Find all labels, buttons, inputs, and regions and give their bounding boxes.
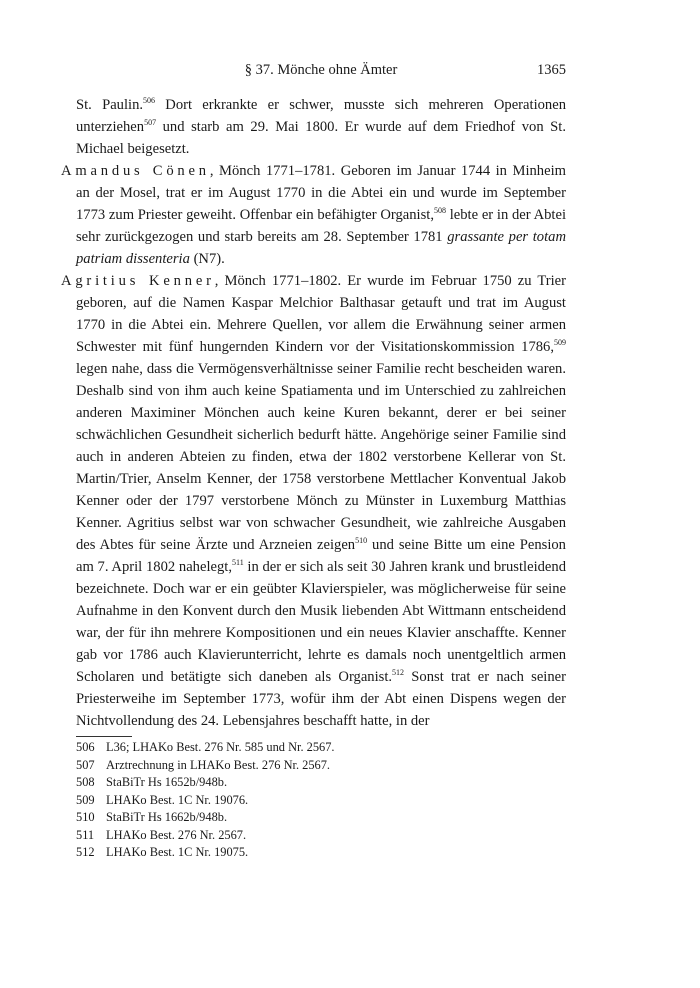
footnote-text: StaBiTr Hs 1652b/948b. bbox=[106, 775, 228, 789]
footnote bbox=[76, 809, 566, 827]
footnote-divider bbox=[76, 736, 132, 737]
footnote bbox=[76, 844, 566, 862]
text-run: und seine Bitte um eine Pension am 7. April 1802 nahelegt, bbox=[76, 537, 566, 575]
footnote-text: L36; LHAKo Best. 276 Nr. 585 und Nr. 2567. bbox=[106, 740, 335, 754]
footnote-text: StaBiTr Hs 1662b/948b. bbox=[106, 810, 228, 824]
footnote-number: 512 bbox=[76, 845, 95, 859]
text-run: (N7). bbox=[189, 251, 225, 267]
text-run: in der er sich als seit 30 Jahren krank und brustleidend bezeichnete. Doch war er ein geübter Klavierspieler, was möglicherweise für seine Aufnahme in den Konvent durch den Musik liebenden Abt Wittmann entscheidend war, der für ihn mehrere Kompositionen und ein neues Klavier anschaffte. Kenner gab vor 1786 auch Klavierunterricht, lehrte es damals noch unentgeltlich armen Scholaren und betätigte sich daneben als Organist. bbox=[76, 559, 566, 685]
footnote-text: LHAKo Best. 276 Nr. 2567. bbox=[106, 827, 247, 842]
text-run: St. Paulin. bbox=[76, 97, 144, 113]
footnote-ref: 506 bbox=[143, 96, 156, 106]
footnote-ref: 507 bbox=[144, 118, 157, 128]
paragraph-continuation bbox=[61, 94, 566, 160]
page-number: 1365 bbox=[537, 62, 566, 78]
text-run: Sonst trat er nach seiner Priesterweihe im September 1773, wofür ihm der Abt einen Dispens wegen der Nichtvollendung des 24. Lebensjahres beschafft hatte, in der bbox=[76, 669, 566, 729]
text-run: und starb am 29. Mai 1800. Er wurde auf dem Friedhof von St. Michael beigesetzt. bbox=[76, 119, 566, 157]
text-run: , Mönch 1771–1802. Er wurde im Februar 1750 zu Trier geboren, auf die Namen Kaspar Melchior Balthasar getauft und trat im August 1770 in die Abtei ein. Mehrere Quellen, vor allem die Erwähnung seiner armen Schwester mit fünf hungernden Kindern vor der Visitationskommission 1786, bbox=[76, 273, 566, 355]
footnote bbox=[76, 774, 566, 792]
text-run: Dort erkrankte er schwer, musste sich mehreren Operationen unterziehen bbox=[76, 97, 566, 135]
text-run: legen nahe, dass die Vermögensverhältnisse seiner Familie recht bescheiden waren. Deshalb sind von ihm auch keine Spatiamenta und im Unterschied zu zahlreichen anderen Maximiner Mönchen auch keine Kuren bekannt, derer er bei seiner schwächlichen Gesundheit sicherlich bedurft hätte. Angehörige seiner Familie sind auch in anderen Abteien zu finden, etwa der 1802 verstorbene Kellerar von St. Martin/Trier, Anselm Kenner, der 1758 verstorbene Mettlacher Konventual Jakob Kenner oder der 1797 verstorbene Mönch zu Münster in Luxemburg Matthias Kenner. Agritius selbst war von schwacher Gesundheit, wie zahlreiche Ausgaben des Abtes für seine Ärzte und Arzneien zeigen bbox=[76, 361, 566, 553]
entry-agritius-kenner bbox=[61, 270, 566, 732]
footnote-number: 508 bbox=[76, 775, 95, 789]
person-name: Agritius Kenner bbox=[61, 273, 215, 289]
footnote-number: 506 bbox=[76, 740, 95, 754]
footnote-number: 507 bbox=[76, 757, 95, 772]
footnote-number: 509 bbox=[76, 792, 95, 807]
footnote-text: LHAKo Best. 1C Nr. 19075. bbox=[106, 845, 249, 859]
footnote-number: 510 bbox=[76, 810, 95, 824]
footnote-ref: 509 bbox=[554, 338, 566, 348]
person-name: Amandus Cönen bbox=[61, 163, 210, 179]
body-text bbox=[61, 94, 566, 732]
footnote bbox=[76, 739, 566, 757]
running-head bbox=[76, 62, 566, 82]
entry-amandus-coenen bbox=[61, 160, 566, 270]
text-run: lebte er in der Abtei sehr zurückgezogen und starb bereits am 28. September 1781 bbox=[76, 207, 567, 245]
footnote-ref: 508 bbox=[433, 206, 446, 216]
footnote-text: LHAKo Best. 1C Nr. 19076. bbox=[106, 792, 249, 807]
footnote bbox=[76, 827, 566, 845]
footnote-number: 511 bbox=[76, 827, 95, 842]
footnote bbox=[76, 792, 566, 810]
latin-phrase: grassante per totam patriam dissenteria bbox=[76, 229, 566, 267]
footnotes bbox=[76, 739, 566, 862]
footnote-ref: 511 bbox=[231, 558, 244, 568]
footnote-ref: 512 bbox=[392, 668, 405, 678]
section-title: § 37. Mönche ohne Ämter bbox=[244, 62, 398, 78]
footnote-ref: 510 bbox=[355, 536, 368, 546]
text-run: , Mönch 1771–1781. Geboren im Januar 1744 in Minheim an der Mosel, trat er im August 1770 in die Abtei ein und wurde im September 1773 zum Priester geweiht. Offenbar ein befähigter Organist, bbox=[76, 163, 566, 223]
footnote-text: Arztrechnung in LHAKo Best. 276 Nr. 2567. bbox=[106, 757, 331, 772]
footnote bbox=[76, 757, 566, 775]
